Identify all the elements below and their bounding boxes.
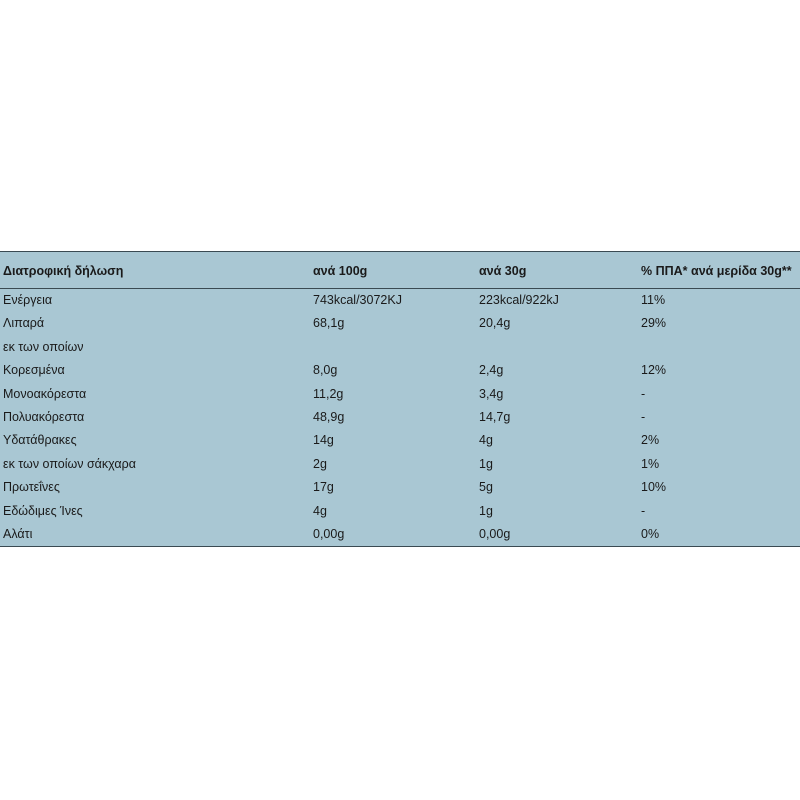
table-row [0, 312, 800, 335]
row-per-30g: 20,4g [479, 316, 511, 331]
table-row [0, 406, 800, 429]
table-row [0, 476, 800, 499]
row-per-30g: 2,4g [479, 363, 504, 378]
header-per-100g: ανά 100g [313, 264, 368, 278]
header-ri-per-serving: % ΠΠΑ* ανά μερίδα 30g** [641, 264, 792, 278]
table-row [0, 523, 800, 546]
row-label: Πολυακόρεστα [3, 409, 85, 424]
row-ri-percent: 12% [641, 363, 667, 378]
row-label: Υδατάθρακες [3, 433, 77, 448]
row-per-30g: 1g [479, 503, 493, 518]
row-per-100g: 743kcal/3072KJ [313, 293, 402, 307]
row-ri-percent: 1% [641, 456, 660, 471]
table-header-row [0, 252, 800, 289]
row-per-100g: 2g [313, 456, 327, 471]
row-per-30g: 1g [479, 456, 493, 471]
table-row [0, 383, 800, 406]
row-ri-percent: 29% [641, 316, 667, 331]
row-ri-percent: - [641, 409, 646, 424]
header-per-30g: ανά 30g [479, 264, 527, 278]
row-ri-percent: 2% [641, 433, 660, 448]
table-row [0, 289, 800, 312]
row-per-30g: 223kcal/922kJ [479, 293, 559, 307]
header-nutrition-declaration: Διατροφική δήλωση [3, 264, 124, 278]
row-ri-percent: - [641, 503, 646, 518]
row-per-30g: 3,4g [479, 386, 504, 401]
row-per-30g: 14,7g [479, 409, 511, 424]
row-per-100g: 14g [313, 433, 334, 448]
row-per-100g: 68,1g [313, 316, 345, 331]
row-label: εκ των οποίων σάκχαρα [3, 456, 136, 471]
row-per-30g: 5g [479, 480, 493, 495]
row-ri-percent: - [641, 386, 646, 401]
row-per-100g: 8,0g [313, 363, 338, 378]
row-ri-percent: 0% [641, 526, 660, 541]
nutrition-table [0, 251, 800, 547]
row-per-100g: 11,2g [313, 386, 344, 401]
table-row [0, 359, 800, 382]
row-label: Λιπαρά [3, 316, 45, 331]
table-row [0, 429, 800, 452]
row-per-100g: 48,9g [313, 409, 345, 424]
row-label: εκ των οποίων [3, 339, 84, 354]
row-label: Κορεσμένα [3, 363, 65, 378]
row-label: Ενέργεια [3, 293, 53, 307]
row-label: Μονοακόρεστα [3, 386, 87, 401]
row-ri-percent: 10% [641, 480, 667, 495]
table-row [0, 453, 800, 476]
row-label: Αλάτι [3, 526, 33, 541]
table-body [0, 289, 800, 546]
row-label: Εδώδιμες Ίνες [3, 503, 83, 518]
table-row [0, 336, 800, 359]
table-row [0, 500, 800, 523]
row-ri-percent: 11% [641, 293, 666, 307]
row-per-100g: 4g [313, 503, 327, 518]
row-per-100g: 0,00g [313, 526, 345, 541]
row-per-30g: 0,00g [479, 526, 511, 541]
row-per-100g: 17g [313, 480, 334, 495]
row-label: Πρωτεΐνες [3, 480, 60, 495]
row-per-30g: 4g [479, 433, 493, 448]
